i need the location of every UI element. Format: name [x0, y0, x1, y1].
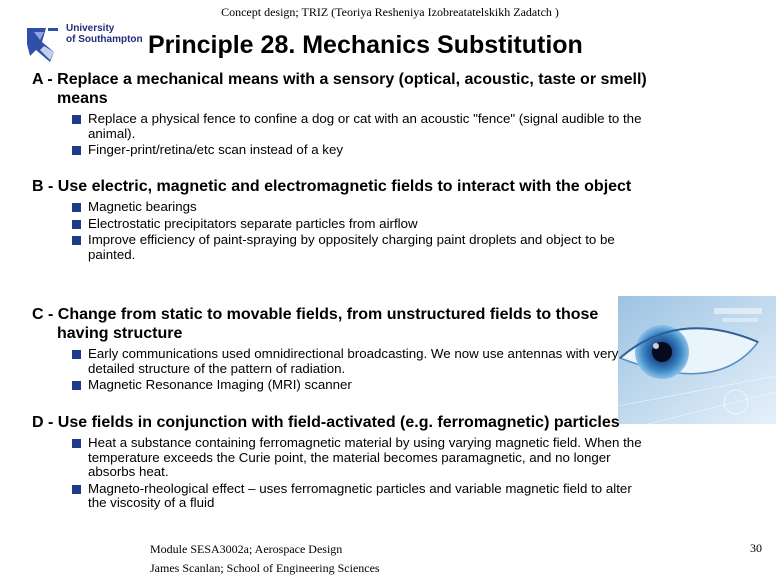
- list-item: Early communications used omnidirectional broadcasting. We now use antennas with very detailed structure of the pattern of radiation.: [72, 347, 652, 376]
- list-item: Magneto-rheological effect – uses ferromagnetic particles and variable magnetic field to alter the viscosity of a fluid: [72, 482, 652, 511]
- university-crest-icon: [24, 22, 64, 64]
- section-a: [32, 70, 652, 160]
- list-item: Magnetic Resonance Imaging (MRI) scanner: [72, 378, 652, 393]
- list-item: Finger-print/retina/etc scan instead of a key: [72, 143, 652, 158]
- university-logo: [24, 22, 144, 64]
- list-item: Replace a physical fence to confine a dog or cat with an acoustic "fence" (signal audible to the animal).: [72, 112, 652, 141]
- logo-line-2: of Southampton: [66, 34, 143, 45]
- list-item: Improve efficiency of paint-spraying by oppositely charging paint droplets and object to be painted.: [72, 233, 652, 262]
- bullet-square-icon: [72, 350, 81, 359]
- list-item: Magnetic bearings: [72, 200, 652, 215]
- bullet-square-icon: [72, 115, 81, 124]
- logo-text: [66, 23, 143, 45]
- section-c-heading: C - Change from static to movable fields, from unstructured fields to those having structure: [32, 306, 599, 342]
- section-d-heading: D - Use fields in conjunction with field-activated (e.g. ferromagnetic) particles: [32, 414, 620, 431]
- section-b-heading: B - Use electric, magnetic and electromagnetic fields to interact with the object: [32, 178, 632, 195]
- section-b: [32, 177, 652, 264]
- slide-title: Principle 28. Mechanics Substitution: [148, 31, 583, 59]
- bullet-square-icon: [72, 485, 81, 494]
- list-item: Electrostatic precipitators separate particles from airflow: [72, 217, 652, 232]
- bullet-square-icon: [72, 146, 81, 155]
- bullet-square-icon: [72, 439, 81, 448]
- section-d: [32, 413, 652, 513]
- logo-line-1: University: [66, 23, 115, 34]
- list-item: Heat a substance containing ferromagnetic material by using varying magnetic field. When the temperature exceeds the Curie point, the material becomes paramagnetic, and no longer absorbs heat.: [72, 436, 652, 480]
- section-b-bullets: [32, 200, 652, 262]
- section-c-bullets: [32, 347, 652, 393]
- bullet-square-icon: [72, 381, 81, 390]
- page-number: 30: [750, 541, 762, 555]
- section-a-heading: A - Replace a mechanical means with a sensory (optical, acoustic, taste or smell) means: [32, 71, 647, 107]
- footer-line-2: James Scanlan; School of Engineering Sciences: [150, 561, 380, 575]
- footer-line-1: Module SESA3002a; Aerospace Design: [150, 542, 343, 556]
- bullet-square-icon: [72, 203, 81, 212]
- slide-footer: [150, 540, 380, 578]
- section-d-bullets: [32, 436, 652, 511]
- section-a-bullets: [32, 112, 652, 158]
- bullet-square-icon: [72, 236, 81, 245]
- bullet-square-icon: [72, 220, 81, 229]
- slide-caption: Concept design; TRIZ (Teoriya Resheniya Izobreatatelskikh Zadatch ): [221, 5, 559, 19]
- section-c: [32, 305, 652, 395]
